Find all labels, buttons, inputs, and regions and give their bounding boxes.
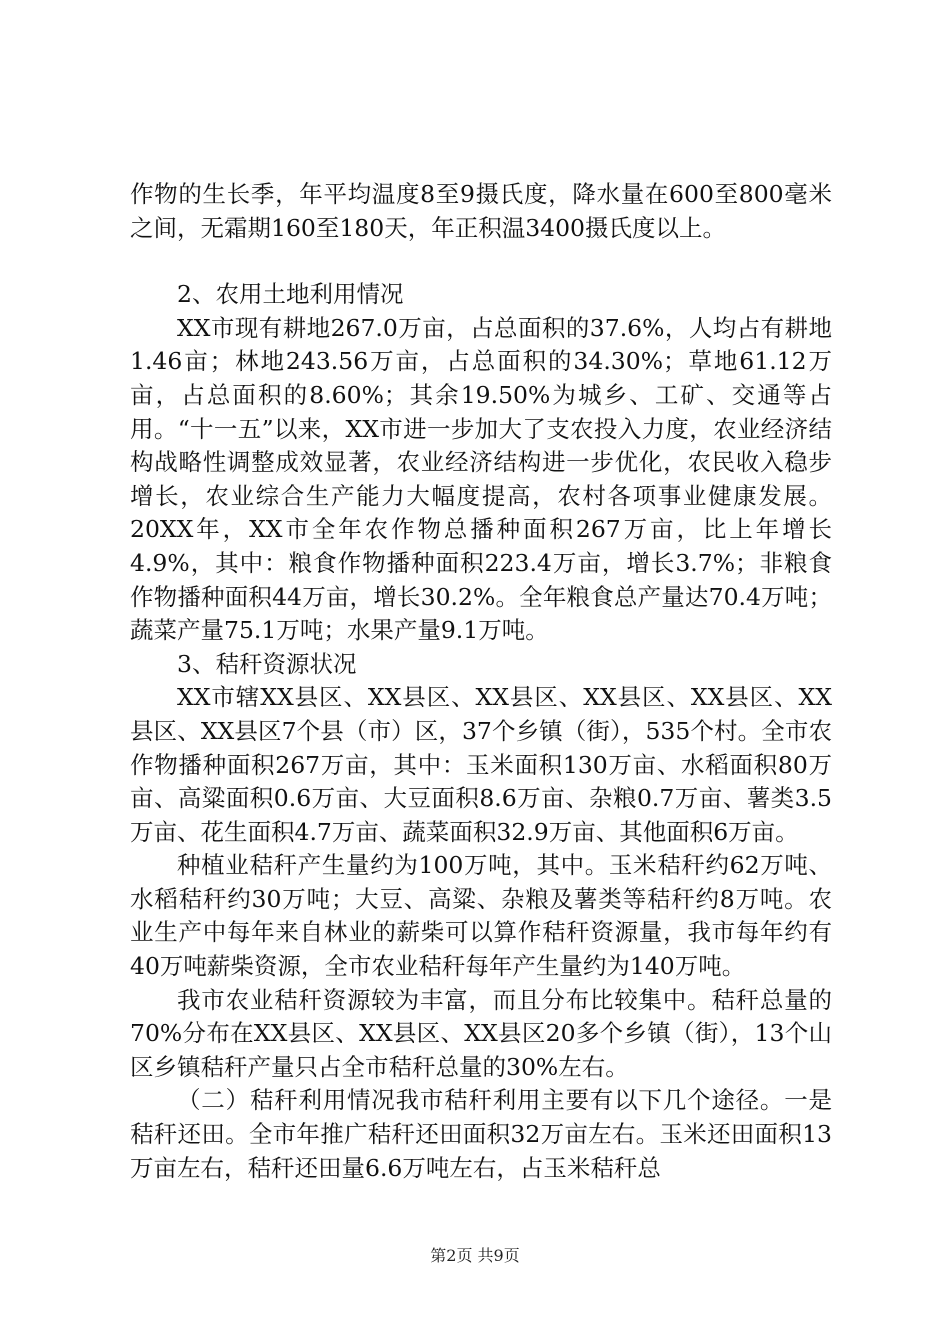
document-body: [130, 178, 832, 1185]
page-number-footer: 第2页 共9页: [430, 1246, 520, 1265]
paragraph-climate: 作物的生长季，年平均温度8至9摄氏度，降水量在600至800毫米之间，无霜期160至180天，年正积温3400摄氏度以上。: [130, 180, 832, 242]
paragraph-land-use: XX市现有耕地267.0万亩，占总面积的37.6%，人均占有耕地1.46亩；林地243.56万亩，占总面积的34.30%；草地61.12万亩，占总面积的8.60%；其余19.50%为城乡、工矿、交通等占用。“十一五”以来，XX市进一步加大了支农投入力度，农业经济结构战略性调整成效显著，农业经济结构进一步优化，农民收入稳步增长，农业综合生产能力大幅度提高，农村各项事业健康发展。20XX年，XX市全年农作物总播种面积267万亩，比上年增长4.9%，其中：粮食作物播种面积223.4万亩，增长3.7%；非粮食作物播种面积44万亩，增长30.2%。全年粮食总产量达70.4万吨；蔬菜产量75.1万吨；水果产量9.1万吨。: [130, 313, 832, 645]
paragraph-gap: [130, 245, 832, 278]
paragraph-straw-production: 种植业秸秆产生量约为100万吨，其中。玉米秸秆约62万吨、水稻秸秆约30万吨；大豆、高粱、杂粮及薯类等秸秆约8万吨。农业生产中每年来自林业的薪柴可以算作秸秆资源量，我市每年约有40万吨薪柴资源，全市农业秸秆每年产生量约为140万吨。: [130, 851, 832, 981]
paragraph-straw-utilization: （二）秸秆利用情况我市秸秆利用主要有以下几个途径。一是秸秆还田。全市年推广秸秆还田面积32万亩左右。玉米还田面积13万亩左右，秸秆还田量6.6万吨左右，占玉米秸秆总: [130, 1086, 832, 1182]
paragraph-straw-distribution: 我市农业秸秆资源较为丰富，而且分布比较集中。秸秆总量的70%分布在XX县区、XX县区、XX县区20多个乡镇（街），13个山区乡镇秸秆产量只占全市秸秆总量的30%左右。: [130, 985, 832, 1081]
section-heading-land-use: 2、农用土地利用情况: [177, 280, 404, 309]
paragraph-straw-districts: XX市辖XX县区、XX县区、XX县区、XX县区、XX县区、XX县区、XX县区7个县（市）区，37个乡镇（街），535个村。全市农作物播种面积267万亩，其中：玉米面积130万亩、水稻面积80万亩、高粱面积0.6万亩、大豆面积8.6万亩、杂粮0.7万亩、薯类3.5万亩、花生面积4.7万亩、蔬菜面积32.9万亩、其他面积6万亩。: [130, 683, 832, 846]
section-heading-straw-resources: 3、秸秆资源状况: [177, 649, 357, 678]
